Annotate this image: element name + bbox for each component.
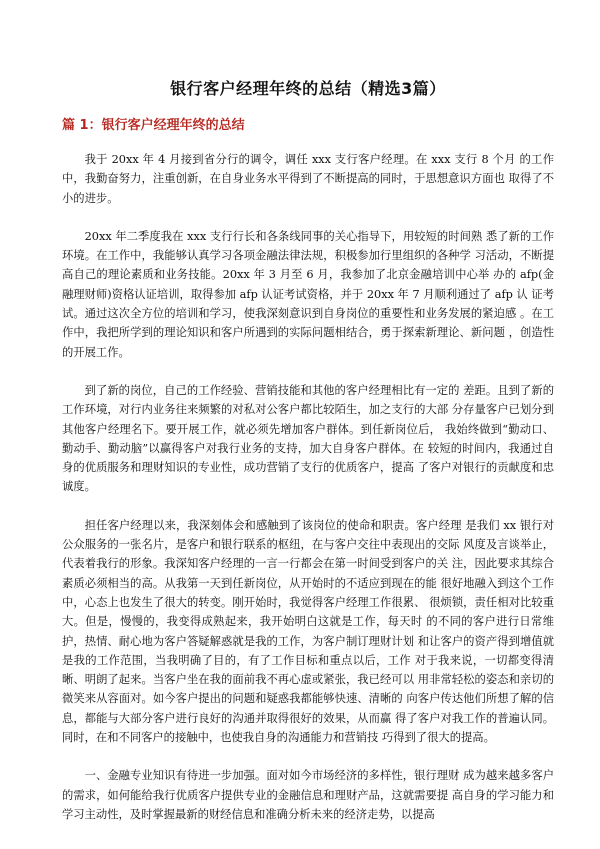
- paragraph-4: 担任客户经理以来，我深刻体会和感触到了该岗位的使命和职责。客户经理 是我们 xx 银行对公众服务的一张名片，是客户和银行联系的枢纽，在与客户交往中表现出的交际 风度及言谈举止，代表着我行的形象。我深知客户经理的一言一行都会在第一时间受到客户的关 注，因此要求其综合素质必须相当的高。从我第一天到任新岗位，从开始时的不适应到现在的能 很好地融入到这个工作中，心态上也发生了很大的转变。刚开始时，我觉得客户经理工作很累、 很烦锁，责任相对比较重大。但是，慢慢的，我变得成熟起来，我开始明白这就是工作，每天时 的不同的客户进行日常维护，热情、耐心地为客户答疑解惑就是我的工作，为客户制订理财计划 和让客户的资产得到增值就是我的工作范围，当我明确了目的，有了工作目标和重点以后，工作 对于我来说，一切都变得清晰、明朗了起来。当客户坐在我的面前我不再心虚或紧张，我已经可以 用非常轻松的姿态和亲切的微笑来从容面对。如今客户提出的问题和疑惑我都能够快速、清晰的 向客户传达他们所想了解的信息，都能与大部分客户进行良好的沟通并取得很好的效果，从而赢 得了客户对我工作的普遍认同。同时，在和不同客户的接触中，也使我自身的沟通能力和营销技 巧得到了很大的提高。: [62, 518, 554, 745]
- section-heading: 篇 1：银行客户经理年终的总结: [62, 118, 245, 133]
- paragraph-5: 一、金融专业知识有待进一步加强。面对如今市场经济的多样性，银行理财 成为越来越多客户的需求，如何能给我行优质客户提供专业的金融信息和理财产品，这就需要提 高自身的学习能力和学习主动性，及时掌握最新的财经信息和准确分析未来的经济走势，以提高: [62, 769, 554, 821]
- document-title: 银行客户经理年终的总结（精选3篇）: [170, 79, 446, 98]
- document-body: [62, 150, 554, 843]
- paragraph-2: 20xx 年二季度我在 xxx 支行行长和各条线同事的关心指导下，用较短的时间熟 悉了新的工作环境。在工作中，我能够认真学习各项金融法律法规，积极参加行里组织的各种学 习活动，不断提高自己的理论素质和业务技能。20xx 年 3 月至 6 月，我参加了北京金融培训中心举 办的 afp(金融理财师)资格认证培训，取得参加 afp 认证考试资格，并于 20xx 年 7 月顺利通过了 afp 认 证考试。通过这次全方位的培训和学习，使我深刻意识到自身岗位的重要性和业务发展的紧迫感 。在工作中，我把所学到的理论知识和客户所遇到的实际问题相结合，勇于探索新理论、新问题 ，创造性的开展工作。: [62, 229, 554, 359]
- paragraph-1: 我于 20xx 年 4 月接到省分行的调令，调任 xxx 支行客户经理。在 xxx 支行 8 个月 的工作中，我勤奋努力，注重创新，在自身业务水平得到了不断提高的同时，于思想意识方面也 取得了不小的进步。: [62, 153, 554, 205]
- paragraph-3: 到了新的岗位，自己的工作经验、营销技能和其他的客户经理相比有一定的 差距。且到了新的工作环境，对行内业务往来频繁的对私对公客户都比较陌生，加之支行的大部 分存量客户已划分到其他客户经理名下。要开展工作，就必须先增加客户群体。到任新岗位后， 我始终做到“勤动口、勤动手、勤动脑”以赢得客户对我行业务的支持，加大自身客户群体。在 较短的时间内，我通过自身的优质服务和理财知识的专业性，成功营销了支行的优质客户，提高 了客户对银行的贡献度和忠诚度。: [62, 383, 554, 494]
